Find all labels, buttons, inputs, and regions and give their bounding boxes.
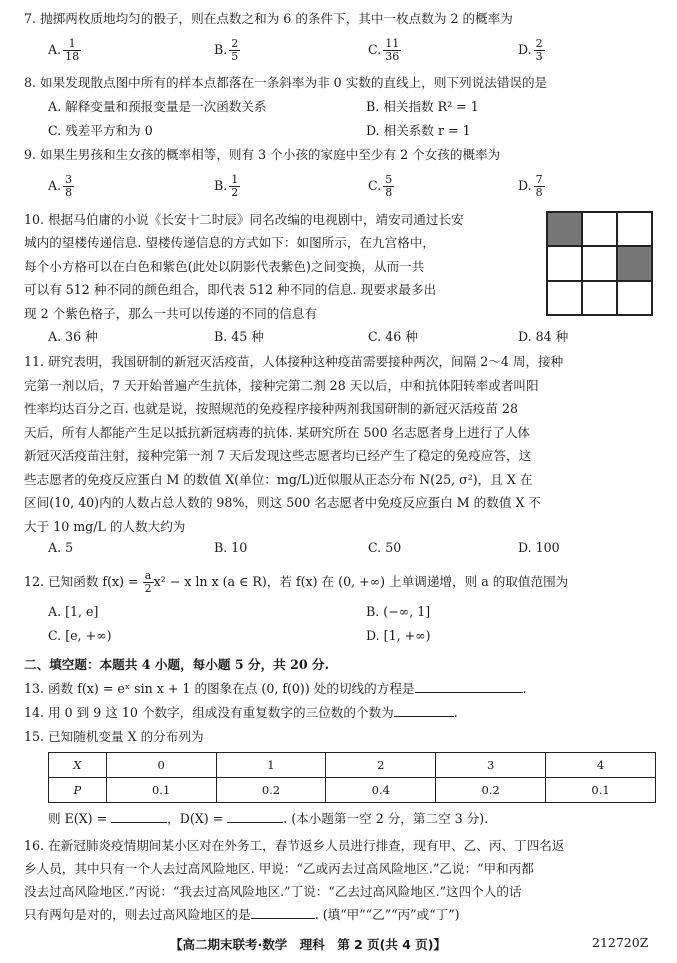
grid-cell-purple bbox=[617, 246, 652, 280]
option-c: C. [e, +∞) bbox=[48, 628, 112, 643]
option-c: C. 残差平方和为 0 bbox=[48, 123, 153, 138]
option-d: D. $\frac{2}{3}$ bbox=[518, 37, 543, 63]
question-15-text: 15. 已知随机变量 X 的分布列为 bbox=[24, 729, 204, 744]
question-12-options-row1 bbox=[48, 604, 648, 626]
grid-cell-white bbox=[617, 281, 652, 315]
answer-blank[interactable] bbox=[227, 808, 283, 823]
question-10-line-1: 10. 根据马伯庸的小说《长安十二时辰》同名改编的电视剧中，靖安司通过长安 bbox=[24, 212, 464, 227]
footer-title: 【高二期末联考·数学 理科 第 2 页(共 4 页)】 bbox=[170, 937, 446, 952]
table-cell: 0.2 bbox=[436, 778, 546, 803]
question-13: 13. 函数 f(x) = eˣ sin x + 1 的图象在点 (0, f(0)) 处的切线的方程是 . bbox=[24, 678, 654, 700]
grid-cell-white bbox=[547, 246, 582, 280]
option-a: A. $\frac{1}{18}$ bbox=[48, 37, 80, 63]
question-16 bbox=[24, 834, 654, 926]
option-b: B. $\frac{2}{5}$ bbox=[214, 37, 239, 63]
page-footer bbox=[0, 935, 677, 955]
distribution-table bbox=[48, 752, 656, 803]
question-15-answer-line: 则 E(X) = ，D(X) = . (本小题第一空 2 分，第二空 3 分). bbox=[48, 808, 677, 830]
question-7 bbox=[24, 8, 654, 30]
question-14: 14. 用 0 到 9 这 10 个数字，组成没有重复数字的三位数的个数为 . bbox=[24, 702, 654, 724]
table-row bbox=[49, 753, 656, 778]
question-7-options bbox=[48, 37, 648, 63]
question-10-line-2: 城内的望楼传递信息. 望楼传递信息的方式如下：如图所示，在九宫格中， bbox=[24, 235, 436, 251]
question-9-options bbox=[48, 173, 648, 199]
question-7-text: 7. 抛掷两枚质地均匀的骰子，则在点数之和为 6 的条件下，其中一枚点数为 2 的概率为 bbox=[24, 11, 513, 26]
question-9-text: 9. 如果生男孩和生女孩的概率相等，则有 3 个小孩的家庭中至少有 2 个女孩的概率为 bbox=[24, 147, 501, 162]
option-b: B. $\frac{1}{2}$ bbox=[214, 173, 239, 199]
table-cell: 4 bbox=[546, 753, 656, 778]
grid-cell-white bbox=[582, 212, 617, 246]
option-c: C. 46 种 bbox=[368, 329, 418, 344]
question-11-options bbox=[48, 540, 648, 562]
option-d: D. 84 种 bbox=[518, 329, 569, 344]
option-d: D. $\frac{7}{8}$ bbox=[518, 173, 543, 199]
question-8-options-row2 bbox=[48, 120, 648, 142]
question-11 bbox=[24, 350, 654, 538]
question-11-line-4: 天后，所有人都能产生足以抵抗新冠病毒的抗体. 某研究所在 500 名志愿者身上进行了人体 bbox=[24, 424, 531, 440]
option-a: A. $\frac{3}{8}$ bbox=[48, 173, 73, 199]
option-b: B. 相关指数 R² = 1 bbox=[366, 99, 479, 114]
question-12-text: 12. 已知函数 f(x) = $\frac{a}{2}$ x² − x ln x (a ∈ R)，若 f(x) 在 (0, +∞) 上单调递增，则 a 的取值范围为 bbox=[24, 569, 569, 595]
question-16-line-3: 没去过高风险地区.”丙说：“我去过高风险地区.”丁说：“乙去过高风险地区.”这四个人的话 bbox=[24, 884, 522, 899]
question-10-line-5: 现 2 个紫色格子，那么一共可以传递的不同的信息有 bbox=[24, 305, 318, 321]
question-8-text: 8. 如果发现散点图中所有的样本点都落在一条斜率为非 0 实数的直线上，则下列说法错误的是 bbox=[24, 75, 548, 90]
table-cell: 3 bbox=[436, 753, 546, 778]
option-c: C. 50 bbox=[368, 540, 402, 555]
question-11-line-2: 完第一剂以后，7 天开始普遍产生抗体，接种完第二剂 28 天以后，中和抗体阳转率或者叫阳 bbox=[24, 377, 539, 393]
option-d: D. 相关系数 r = 1 bbox=[366, 123, 471, 138]
question-15 bbox=[24, 726, 654, 748]
question-10-options bbox=[48, 326, 648, 348]
table-cell: 2 bbox=[326, 753, 436, 778]
question-16-line-4: 只有两句是对的，则去过高风险地区的是 . (填“甲”“乙”“丙”或“丁”) bbox=[24, 903, 654, 926]
option-a: A. 36 种 bbox=[48, 329, 98, 344]
question-16-line-2: 乡人员，其中只有一个人去过高风险地区. 甲说：“乙或丙去过高风险地区.”乙说：“甲和丙都 bbox=[24, 861, 534, 876]
answer-blank[interactable] bbox=[251, 904, 315, 919]
answer-blank[interactable] bbox=[111, 808, 167, 823]
question-10 bbox=[24, 208, 544, 325]
question-11-line-1: 11. 研究表明，我国研制的新冠灭活疫苗，人体接种这种疫苗需要接种两次，间隔 2～4 周，接种 bbox=[24, 354, 564, 369]
grid-cell-white bbox=[617, 212, 652, 246]
question-10-line-3: 每个小方格可以在白色和紫色(此处以阴影代表紫色)之间变换，从而一共 bbox=[24, 258, 425, 274]
question-11-line-3: 性率均达百分之百. 也就是说，按照规范的免疫程序接种两剂我国研制的新冠灭活疫苗 28 bbox=[24, 401, 519, 416]
table-row bbox=[49, 778, 656, 803]
question-10-line-4: 可以有 512 种不同的颜色组合，即代表 512 种不同的信息. 现要求最多出 bbox=[24, 282, 437, 298]
grid-cell-white bbox=[582, 281, 617, 315]
option-d: D. [1, +∞) bbox=[366, 628, 431, 643]
option-a: A. [1, e] bbox=[48, 604, 99, 619]
question-11-line-5: 新冠灭活疫苗注射，接种完第一剂 7 天后发现这些志愿者均已经产生了稳定的免疫应答，这 bbox=[24, 448, 532, 463]
question-8-options-row1 bbox=[48, 96, 648, 118]
option-a: A. 解释变量和预报变量是一次函数关系 bbox=[48, 99, 267, 114]
table-cell: 0.4 bbox=[326, 778, 436, 803]
table-cell: 0 bbox=[106, 753, 216, 778]
question-11-line-7: 区间(10, 40)内的人数占总人数的 98%，则这 500 名志愿者中免疫反应蛋白 M 的数值 X 不 bbox=[24, 495, 542, 510]
option-b: B. 10 bbox=[214, 540, 248, 555]
grid-cell-white bbox=[582, 246, 617, 280]
table-cell: 0.2 bbox=[216, 778, 326, 803]
option-b: B. (−∞, 1] bbox=[366, 604, 431, 619]
question-12 bbox=[24, 570, 654, 595]
table-cell: X bbox=[49, 753, 107, 778]
nine-square-grid bbox=[546, 211, 653, 316]
table-cell: 0.1 bbox=[546, 778, 656, 803]
answer-blank[interactable] bbox=[394, 702, 454, 717]
table-cell: 0.1 bbox=[106, 778, 216, 803]
footer-code: 212720Z bbox=[592, 935, 649, 950]
table-cell: 1 bbox=[216, 753, 326, 778]
grid-cell-purple bbox=[547, 212, 582, 246]
option-d: D. 100 bbox=[518, 540, 560, 555]
grid-cell-white bbox=[547, 281, 582, 315]
question-16-line-1: 16. 在新冠肺炎疫情期间某小区对在外务工，春节返乡人员进行排查，现有甲、乙、丙、丁四名返 bbox=[24, 838, 565, 853]
option-c: C. $\frac{5}{8}$ bbox=[368, 173, 393, 199]
option-a: A. 5 bbox=[48, 540, 74, 555]
option-c: C. $\frac{11}{36}$ bbox=[368, 37, 400, 63]
answer-blank[interactable] bbox=[415, 678, 523, 693]
section-2-heading: 二、填空题：本题共 4 小题，每小题 5 分，共 20 分. bbox=[24, 657, 330, 672]
question-11-line-6: 些志愿者的免疫反应蛋白 M 的数值 X(单位：mg/L)近似服从正态分布 N(25, σ²)，且 X 在 bbox=[24, 471, 533, 487]
option-b: B. 45 种 bbox=[214, 329, 264, 344]
question-11-line-8: 大于 10 mg/L 的人数大约为 bbox=[24, 518, 186, 534]
question-9 bbox=[24, 144, 654, 166]
table-cell: P bbox=[49, 778, 107, 803]
question-8 bbox=[24, 72, 654, 94]
question-12-options-row2 bbox=[48, 628, 648, 650]
